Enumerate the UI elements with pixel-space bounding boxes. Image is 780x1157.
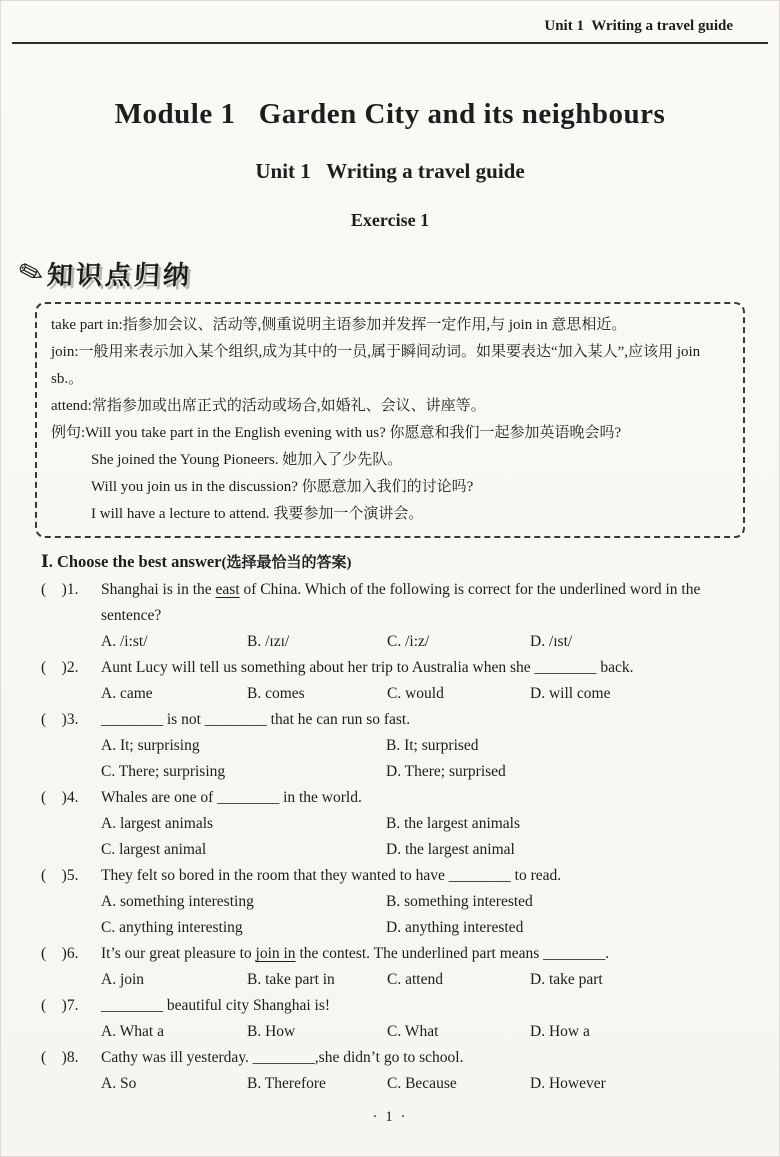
options-row	[101, 1019, 739, 1045]
question-text-pre: Aunt Lucy will tell us something about her trip to Australia when she ________ back.	[101, 659, 634, 676]
question-text	[101, 941, 739, 967]
option-c: C. would	[387, 685, 444, 702]
options-row	[101, 967, 739, 993]
question-4	[41, 785, 739, 863]
option-d: D. the largest animal	[386, 841, 515, 858]
option-c: C. What	[387, 1023, 439, 1040]
option-c: C. attend	[387, 971, 443, 988]
note-line: take part in:指参加会议、活动等,侧重说明主语参加并发挥一定作用,与 join in 意思相近。	[51, 317, 627, 333]
options-row	[101, 1071, 739, 1097]
question-text-pre: They felt so bored in the room that they wanted to have ________ to read.	[101, 867, 562, 884]
option-b: B. It; surprised	[386, 737, 479, 754]
question-number: ( )1.	[41, 581, 79, 598]
question-text	[101, 707, 739, 733]
option-b: B. Therefore	[247, 1075, 326, 1092]
option-a: A. largest animals	[101, 815, 214, 832]
option-b: B. take part in	[247, 971, 335, 988]
question-3	[41, 707, 739, 785]
section-heading-en: Ⅰ. Choose the best answer	[41, 552, 222, 571]
option-c: C. /i:z/	[387, 633, 430, 650]
question-text-pre: ________ beautiful city Shanghai is!	[101, 997, 331, 1014]
question-8	[41, 1045, 739, 1097]
option-d: D. will come	[530, 685, 611, 702]
option-b: B. something interested	[386, 893, 533, 910]
option-c: C. anything interesting	[101, 919, 243, 936]
question-7	[41, 993, 739, 1045]
question-text	[101, 863, 739, 889]
note-line: Will you join us in the discussion? 你愿意加入我们的讨论吗?	[91, 479, 474, 495]
option-c: C. Because	[387, 1075, 457, 1092]
options-grid	[101, 889, 739, 941]
knowledge-points-stamp	[14, 253, 193, 293]
option-b: B. How	[247, 1023, 296, 1040]
question-number: ( )3.	[41, 711, 79, 728]
options-grid	[101, 811, 739, 863]
notes-box	[35, 302, 745, 538]
option-a: A. It; surprising	[101, 737, 200, 754]
underlined-word: east	[215, 581, 240, 598]
option-d: D. However	[530, 1075, 606, 1092]
question-text	[101, 577, 739, 629]
option-a: A. What a	[101, 1023, 164, 1040]
note-line: She joined the Young Pioneers. 她加入了少先队。	[91, 452, 403, 468]
section-heading-zh: (选择最恰当的答案)	[221, 555, 352, 571]
option-b: B. /ɪzɪ/	[247, 633, 290, 650]
question-text-post: of China. Which of the following is correct for the underlined word in the sentence?	[101, 581, 701, 624]
question-text-pre: Shanghai is in the	[101, 581, 216, 598]
question-text-pre: ________ is not ________ that he can run so fast.	[101, 711, 411, 728]
option-c: C. largest animal	[101, 841, 207, 858]
question-number: ( )2.	[41, 659, 79, 676]
option-c: C. There; surprising	[101, 763, 226, 780]
question-text	[101, 1045, 739, 1071]
unit-subtitle: Unit 1 Writing a travel guide	[255, 159, 525, 183]
question-text-pre: Cathy was ill yesterday. ________,she didn’t go to school.	[101, 1049, 464, 1066]
section-heading	[41, 551, 779, 572]
module-title: Module 1 Garden City and its neighbours	[114, 98, 666, 130]
note-line: join:一般用来表示加入某个组织,成为其中的一员,属于瞬间动词。如果要表达“加入某人”,应该用 join sb.。	[51, 344, 701, 387]
question-list	[41, 577, 739, 1097]
note-line: 例句:Will you take part in the English evening with us? 你愿意和我们一起参加英语晚会吗?	[51, 425, 622, 441]
pen-icon: ✎	[14, 253, 49, 293]
option-d: D. /ɪst/	[530, 633, 573, 650]
option-a: A. So	[101, 1075, 137, 1092]
question-text-post: the contest. The underlined part means ________.	[295, 945, 610, 962]
running-header: Unit 1 Writing a travel guide	[544, 18, 733, 34]
note-line: I will have a lecture to attend. 我要参加一个演讲会。	[91, 506, 424, 522]
question-6	[41, 941, 739, 993]
question-text-pre: Whales are one of ________ in the world.	[101, 789, 362, 806]
question-5	[41, 863, 739, 941]
question-number: ( )4.	[41, 789, 79, 806]
option-d: D. How a	[530, 1023, 590, 1040]
exercise-title: Exercise 1	[350, 210, 430, 230]
option-a: A. came	[101, 685, 153, 702]
option-b: B. the largest animals	[386, 815, 521, 832]
question-text	[101, 785, 739, 811]
option-a: A. /i:st/	[101, 633, 148, 650]
header-rule	[12, 42, 768, 44]
option-d: D. There; surprised	[386, 763, 506, 780]
option-a: A. something interesting	[101, 893, 254, 910]
question-text	[101, 993, 739, 1019]
question-number: ( )8.	[41, 1049, 79, 1066]
option-b: B. comes	[247, 685, 305, 702]
options-row	[101, 681, 739, 707]
page-number: · 1 ·	[372, 1109, 408, 1125]
question-text	[101, 655, 739, 681]
question-number: ( )6.	[41, 945, 79, 962]
option-d: D. anything interested	[386, 919, 524, 936]
question-number: ( )5.	[41, 867, 79, 884]
underlined-phrase: join in	[255, 945, 296, 962]
options-row	[101, 629, 739, 655]
question-number: ( )7.	[41, 997, 79, 1014]
option-d: D. take part	[530, 971, 603, 988]
stamp-label: 知识点归纳	[46, 260, 193, 290]
question-2	[41, 655, 739, 707]
options-grid	[101, 733, 739, 785]
question-1	[41, 577, 739, 655]
note-line: attend:常指参加或出席正式的活动或场合,如婚礼、会议、讲座等。	[51, 398, 486, 414]
question-text-pre: It’s our great pleasure to	[101, 945, 256, 962]
option-a: A. join	[101, 971, 145, 988]
